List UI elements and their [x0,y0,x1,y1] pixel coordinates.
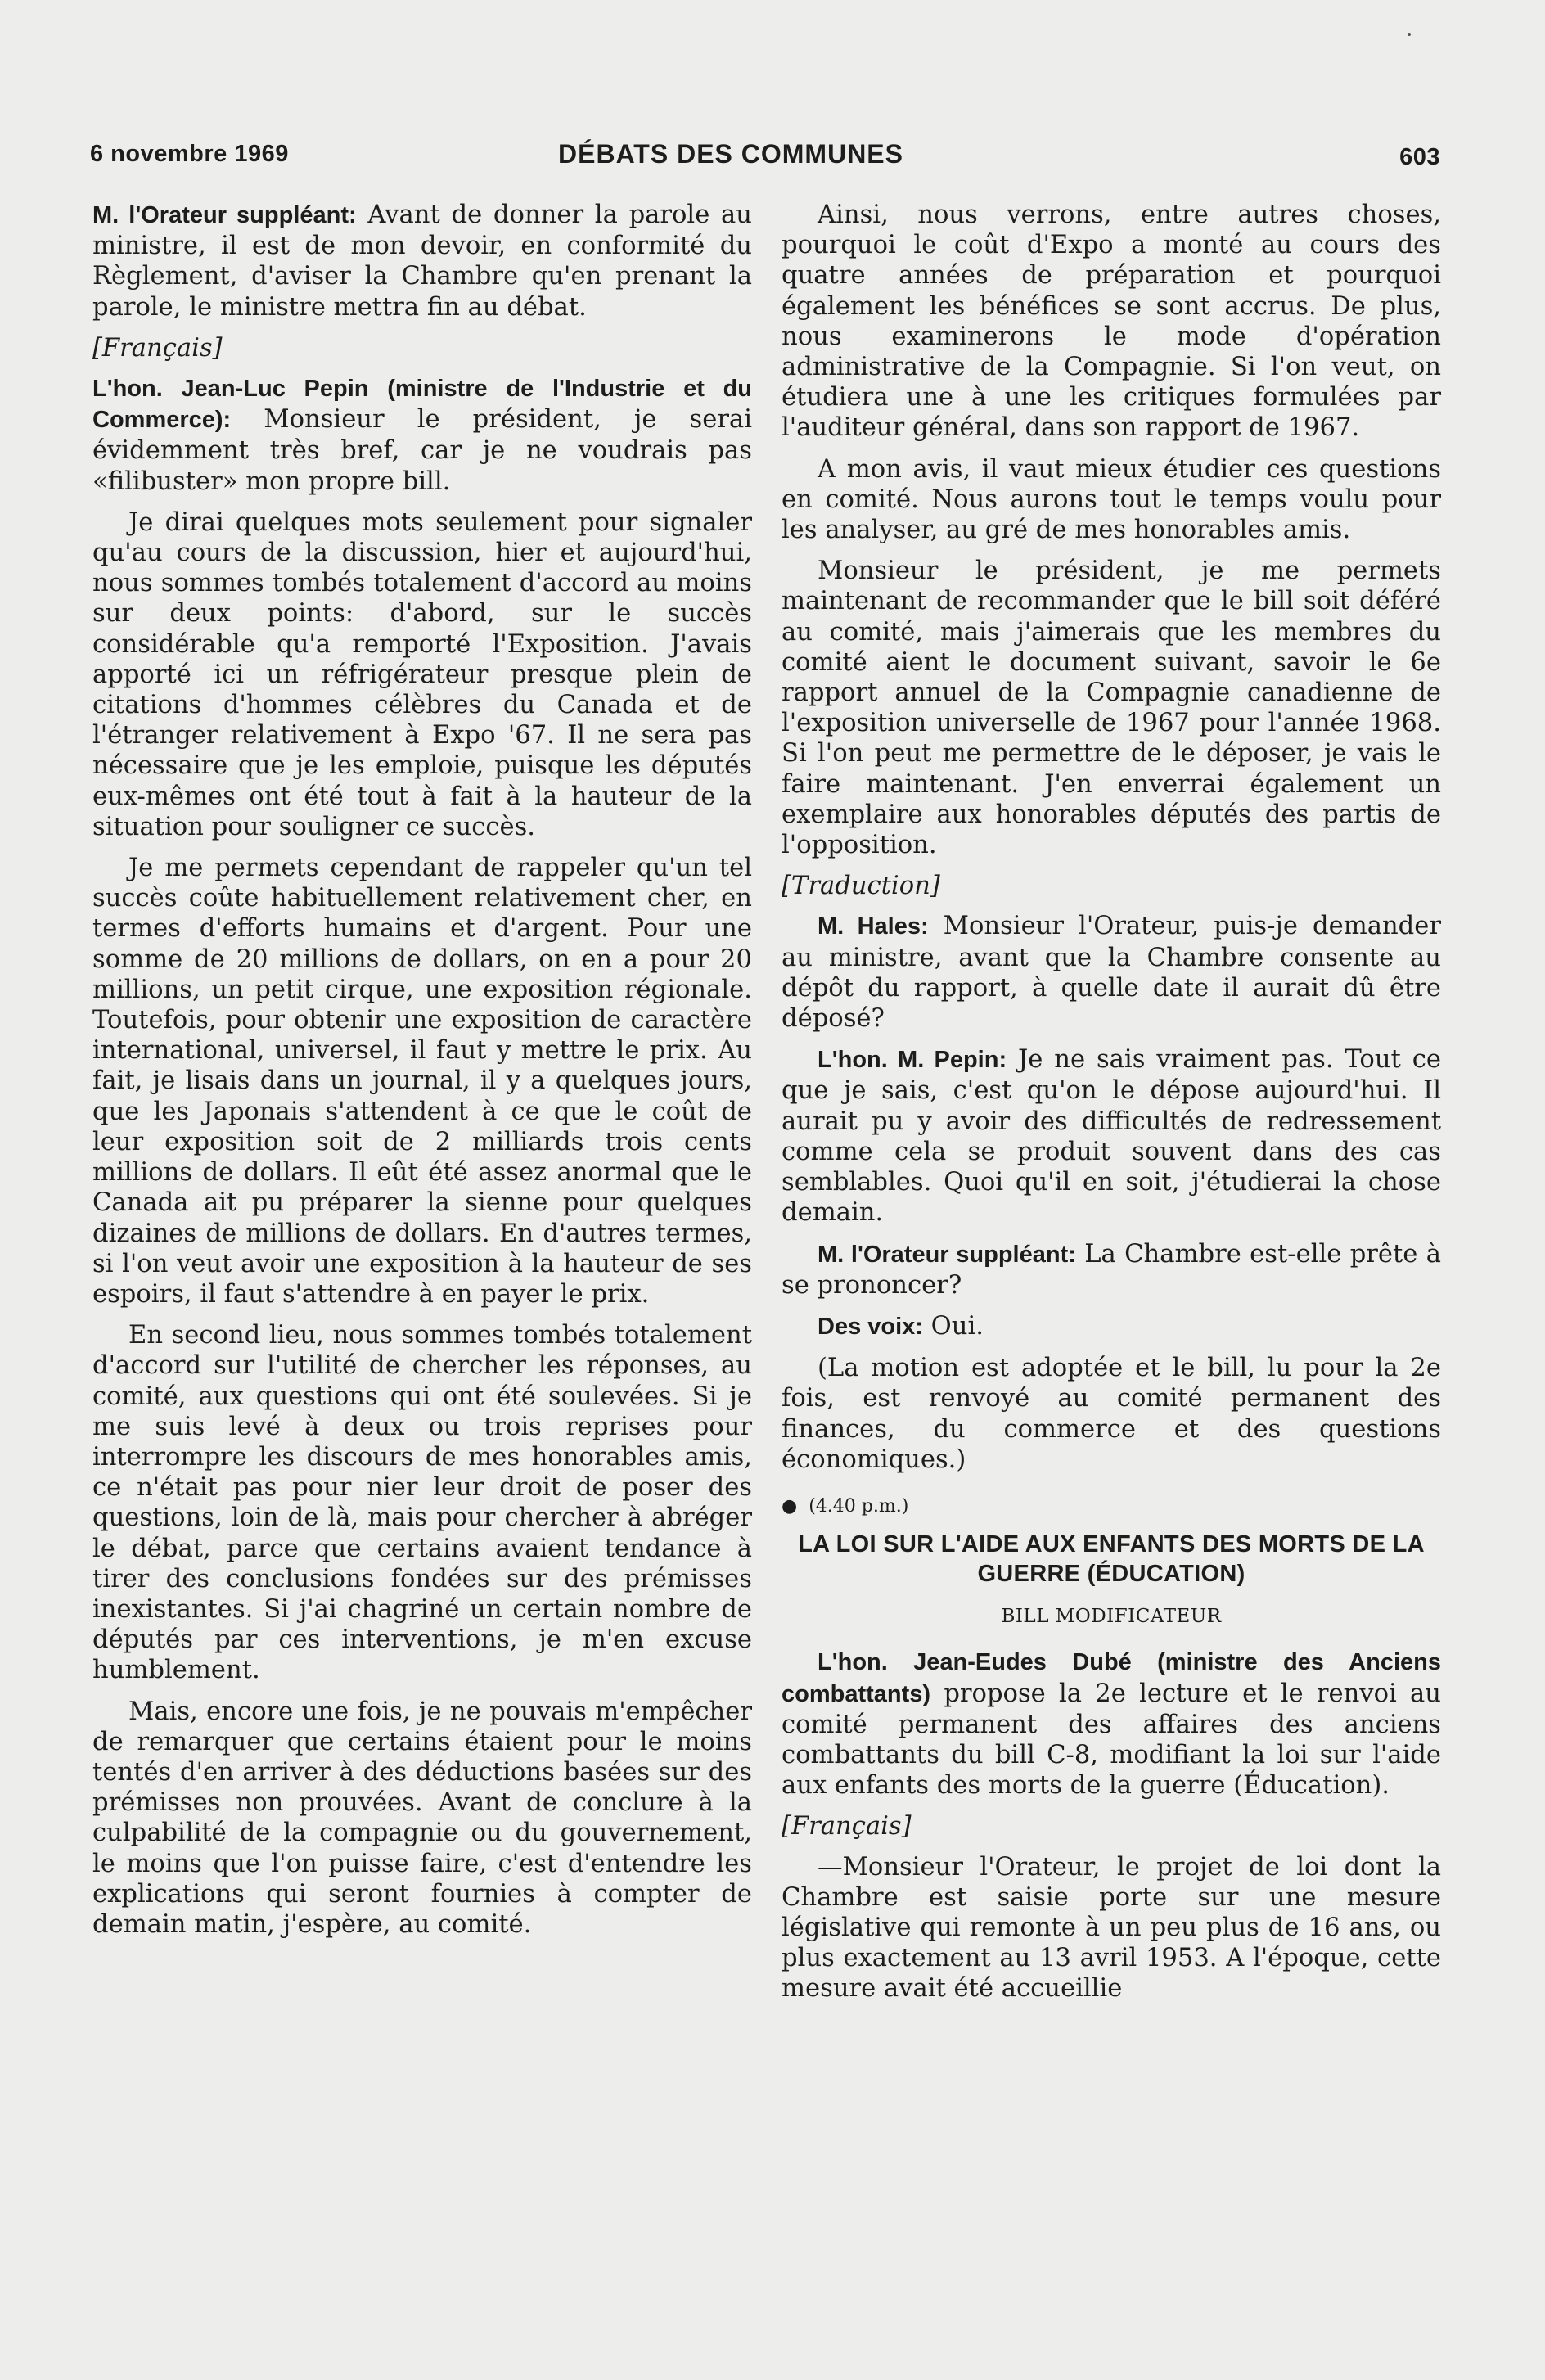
paragraph [782,1647,1441,1801]
paragraph: Monsieur le président, je me permets maintenant de recommander que le bill soit déféré au comité, mais j'aimerais que les membres du comité aient le document suivant, savoir le 6e rapport annuel de la Compagnie canadienne de l'exposition universelle de 1967 pour l'année 1968. Si l'on peut me permettre de le déposer, je vais le faire maintenant. J'en enverrai également un exemplaire aux honorables députés des partis de l'opposition. [782,557,1441,860]
page-number: 603 [1399,144,1440,170]
header-title: DÉBATS DES COMMUNES [558,139,903,169]
language-tag: [Français] [782,1812,912,1841]
bullet-icon: ● [782,1495,798,1517]
speech-text: Avant de donner la parole au ministre, il est de mon devoir, en conformité du Règlement, d'aviser la Chambre qu'en prenant la parole, le ministre mettra fin au débat. [92,201,752,322]
paragraph [92,200,752,322]
speaker-name: M. l'Orateur suppléant: [92,202,357,228]
paragraph: (La motion est adoptée et le bill, lu pour la 2e fois, est renvoyé au comité permanent des finances, du commerce et des questions économiques.) [782,1354,1441,1474]
paragraph [782,911,1441,1034]
right-column [782,200,1441,2015]
left-column [92,200,752,1950]
speech-text: Monsieur l'Orateur, puis-je demander au ministre, avant que la Chambre consente au dépôt du rapport, à quelle date il aurait dû être déposé? [782,912,1441,1034]
speech-text: Je ne sais vraiment pas. Tout ce que je sais, c'est qu'on le dépose aujourd'hui. Il aurait pu y avoir des difficultés de redressement comme cela se produit souvent dans des cas semblables. Quoi qu'il en soit, j'étudierai la chose demain. [782,1045,1441,1228]
paragraph: En second lieu, nous sommes tombés totalement d'accord sur l'utilité de chercher les réponses, au comité, aux questions qui ont été soulevées. Si je me suis levé à deux ou trois reprises pour interrompre les discours de mes honorables amis, ce n'était pas pour nier leur droit de poser des questions, loin de là, mais pour chercher à abréger le débat, parce que certains avaient tendance à tirer des conclusions fondées sur des prémisses inexistantes. Si j'ai chagriné un certain nombre de députés par ces interventions, je m'en excuse humblement. [92,1321,752,1685]
paragraph: Je me permets cependant de rappeler qu'un tel succès coûte habituellement relativement cher, en termes d'efforts humains et d'argent. Pour une somme de 20 millions de dollars, on en a pour 20 millions, un petit cirque, une exposition régionale. Toutefois, pour obtenir une exposition de caractère international, universel, il faut y mettre le prix. Au fait, je lisais dans un journal, il y a quelques jours, que les Japonais s'attendent à ce que le coût de leur exposition soit de 2 milliards trois cents millions de dollars. Il eût été assez anormal que le Canada ait pu préparer la sienne pour quelques dizaines de millions de dollars. En d'autres termes, si l'on veut avoir une exposition à la hauteur de ses espoirs, il faut s'attendre à en payer le prix. [92,854,752,1309]
language-tag: [Français] [92,333,223,363]
paragraph: Mais, encore une fois, je ne pouvais m'empêcher de remarquer que certains étaient pour le moins tentés d'en arriver à des déductions basées sur des prémisses non prouvées. Avant de conclure à la culpabilité de la compagnie ou du gouvernement, le moins que l'on puisse faire, c'est d'entendre les explications qui seront fournies à compter de demain matin, j'espère, au comité. [92,1697,752,1939]
paragraph [782,1044,1441,1228]
section-title: LA LOI SUR L'AIDE AUX ENFANTS DES MORTS DE LA GUERRE (ÉDUCATION) [798,1531,1425,1588]
speck [1408,33,1411,36]
speech-text: Oui. [922,1311,984,1341]
header-date: 6 novembre 1969 [90,141,289,167]
speaker-name: L'hon. Jean-Luc Pepin (ministre de l'Industrie et du Commerce): [92,376,752,434]
paragraph [782,1311,1441,1342]
speaker-name: Des voix: [818,1313,923,1340]
speaker-name: L'hon. Jean-Eudes Dubé (ministre des Anciens combattants) [782,1649,1441,1707]
paragraph: Ainsi, nous verrons, entre autres choses, pourquoi le coût d'Expo a monté au cours des quatre années de préparation et pourquoi également les bénéfices se sont accrus. De plus, nous examinerons le mode d'opération administrative de la Compagnie. Si l'on veut, on étudiera une à une les critiques formulées par l'auditeur général, dans son rapport de 1967. [782,201,1441,443]
paragraph: Je dirai quelques mots seulement pour signaler qu'au cours de la discussion, hier et aujourd'hui, nous sommes tombés totalement d'accord au moins sur deux points: d'abord, sur le succès considérable qu'a remporté l'Exposition. J'avais apporté ici un réfrigérateur presque plein de citations d'hommes célèbres du Canada et de l'étranger relativement à Expo '67. Il ne sera pas nécessaire que je les emploie, puisque les députés eux-mêmes ont été tout à fait à la hauteur de la situation pour souligner ce succès. [92,507,752,841]
paragraph [782,1239,1441,1300]
paragraph: —Monsieur l'Orateur, le projet de loi dont la Chambre est saisie porte sur une mesure législative qui remonte à un peu plus de 16 ans, ou plus exactement au 13 avril 1953. A l'époque, cette mesure avait été accueillie [782,1852,1441,2004]
speech-text: Monsieur le président, je serai évidemment très bref, car je ne voudrais pas «filibuster» mon propre bill. [92,405,752,496]
speech-text: La Chambre est-elle prête à se prononcer? [782,1239,1441,1300]
paragraph: A mon avis, il vaut mieux étudier ces questions en comité. Nous aurons tout le temps voulu pour les analyser, au gré de mes honorables amis. [782,454,1441,545]
speaker-name: M. Hales: [818,913,929,940]
speaker-name: M. l'Orateur suppléant: [818,1241,1076,1268]
page-header [90,136,1440,174]
speaker-name: L'hon. M. Pepin: [818,1047,1007,1074]
time-marker [782,1491,1441,1521]
time-text: (4.40 p.m.) [809,1495,909,1517]
speech-text: propose la 2e lecture et le renvoi au comité permanent des affaires des anciens combattants du bill C-8, modifiant la loi sur l'aide aux enfants des morts de la guerre (Éducation). [782,1679,1441,1801]
paragraph [92,373,752,497]
section-subtitle: BILL MODIFICATEUR [1001,1606,1222,1628]
language-tag: [Traduction] [782,872,940,901]
